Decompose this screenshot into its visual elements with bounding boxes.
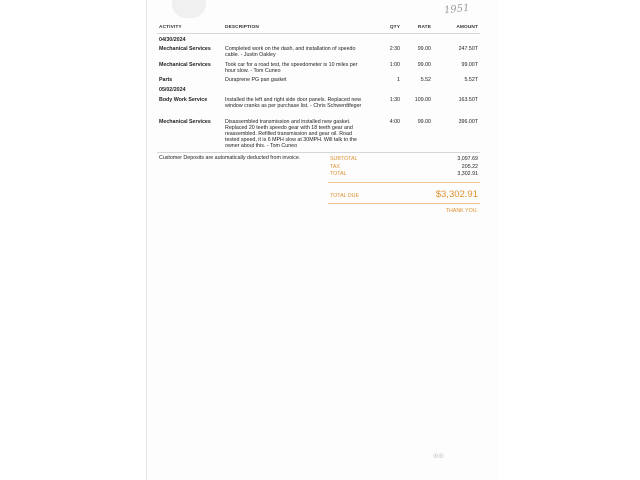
row-amount: 163.50T — [458, 97, 478, 103]
row-activity: Parts — [159, 77, 173, 83]
row-activity: Body Work Service — [159, 97, 208, 103]
row-activity: Mechanical Services — [159, 46, 211, 52]
tax-value: 205.22 — [461, 164, 478, 170]
subtotal-value: 3,097.69 — [457, 156, 478, 162]
col-activity-header: ACTIVITY — [159, 25, 182, 30]
group-date: 04/30/2024 — [159, 37, 186, 43]
items-end-rule — [157, 152, 480, 153]
page-edge — [146, 0, 147, 480]
col-amount-header: AMOUNT — [456, 25, 478, 30]
deposit-note: Customer Deposits are automatically deducted from invoice. — [159, 155, 301, 161]
row-amount: 5.52T — [464, 77, 478, 83]
row-description: Completed work on the dash, and installation of speedo cable. - Justin Oakley — [225, 46, 356, 58]
row-qty: 1 — [397, 77, 400, 83]
row-amount: 99.00T — [461, 62, 478, 68]
row-activity: Mechanical Services — [159, 62, 211, 68]
handwritten-note: 1951 — [443, 2, 470, 17]
header-rule — [157, 33, 480, 34]
total-due-value: $3,302.91 — [435, 189, 478, 200]
row-amount: 396.00T — [458, 119, 478, 125]
row-rate: 99.00 — [417, 119, 431, 125]
row-description: Installed the left and right side door panels. Replaced new window cranks as per purchase list. - Chris Schwerdtfeger — [225, 97, 362, 109]
col-description-header: DESCRIPTION — [225, 25, 259, 30]
group-date: 05/02/2024 — [159, 87, 186, 93]
page-marker: ☉☉ — [433, 454, 444, 460]
row-qty: 4:00 — [389, 119, 400, 125]
total-due-bottom-rule — [328, 203, 480, 204]
subtotal-label: SUBTOTAL — [330, 156, 358, 162]
row-description: Duraprene PG pan gasket — [225, 77, 287, 83]
row-qty: 2:30 — [389, 46, 400, 52]
col-qty-header: QTY — [389, 25, 400, 30]
row-activity: Mechanical Services — [159, 119, 211, 125]
tax-label: TAX — [330, 164, 340, 170]
col-rate-header: RATE — [417, 25, 431, 30]
row-description: Disassembled transmission and installed new gasket. Replaced 20 teeth speedo gear with 18 teeth gear and reassembled. Refilled transmission and gear oil. Road tested speed, it is 6 MPH slow at 30MPH. Will talk to the owner about this. - Tom Cuneo — [225, 119, 357, 149]
row-rate: 109.00 — [414, 97, 431, 103]
total-due-label: TOTAL DUE — [330, 193, 360, 199]
row-rate: 99.00 — [417, 46, 431, 52]
row-description: Took car for a road test, the speedometer is 10 miles per hour slow. - Tom Cuneo — [225, 62, 358, 74]
row-qty: 1:30 — [389, 97, 400, 103]
row-amount: 247.50T — [458, 46, 478, 52]
row-rate: 5.52 — [420, 77, 431, 83]
total-due-top-rule — [328, 182, 480, 183]
thank-you-text: THANK YOU. — [445, 208, 478, 214]
row-rate: 99.00 — [417, 62, 431, 68]
row-qty: 1:00 — [389, 62, 400, 68]
total-value: 3,302.91 — [457, 171, 478, 177]
total-label: TOTAL — [330, 171, 347, 177]
